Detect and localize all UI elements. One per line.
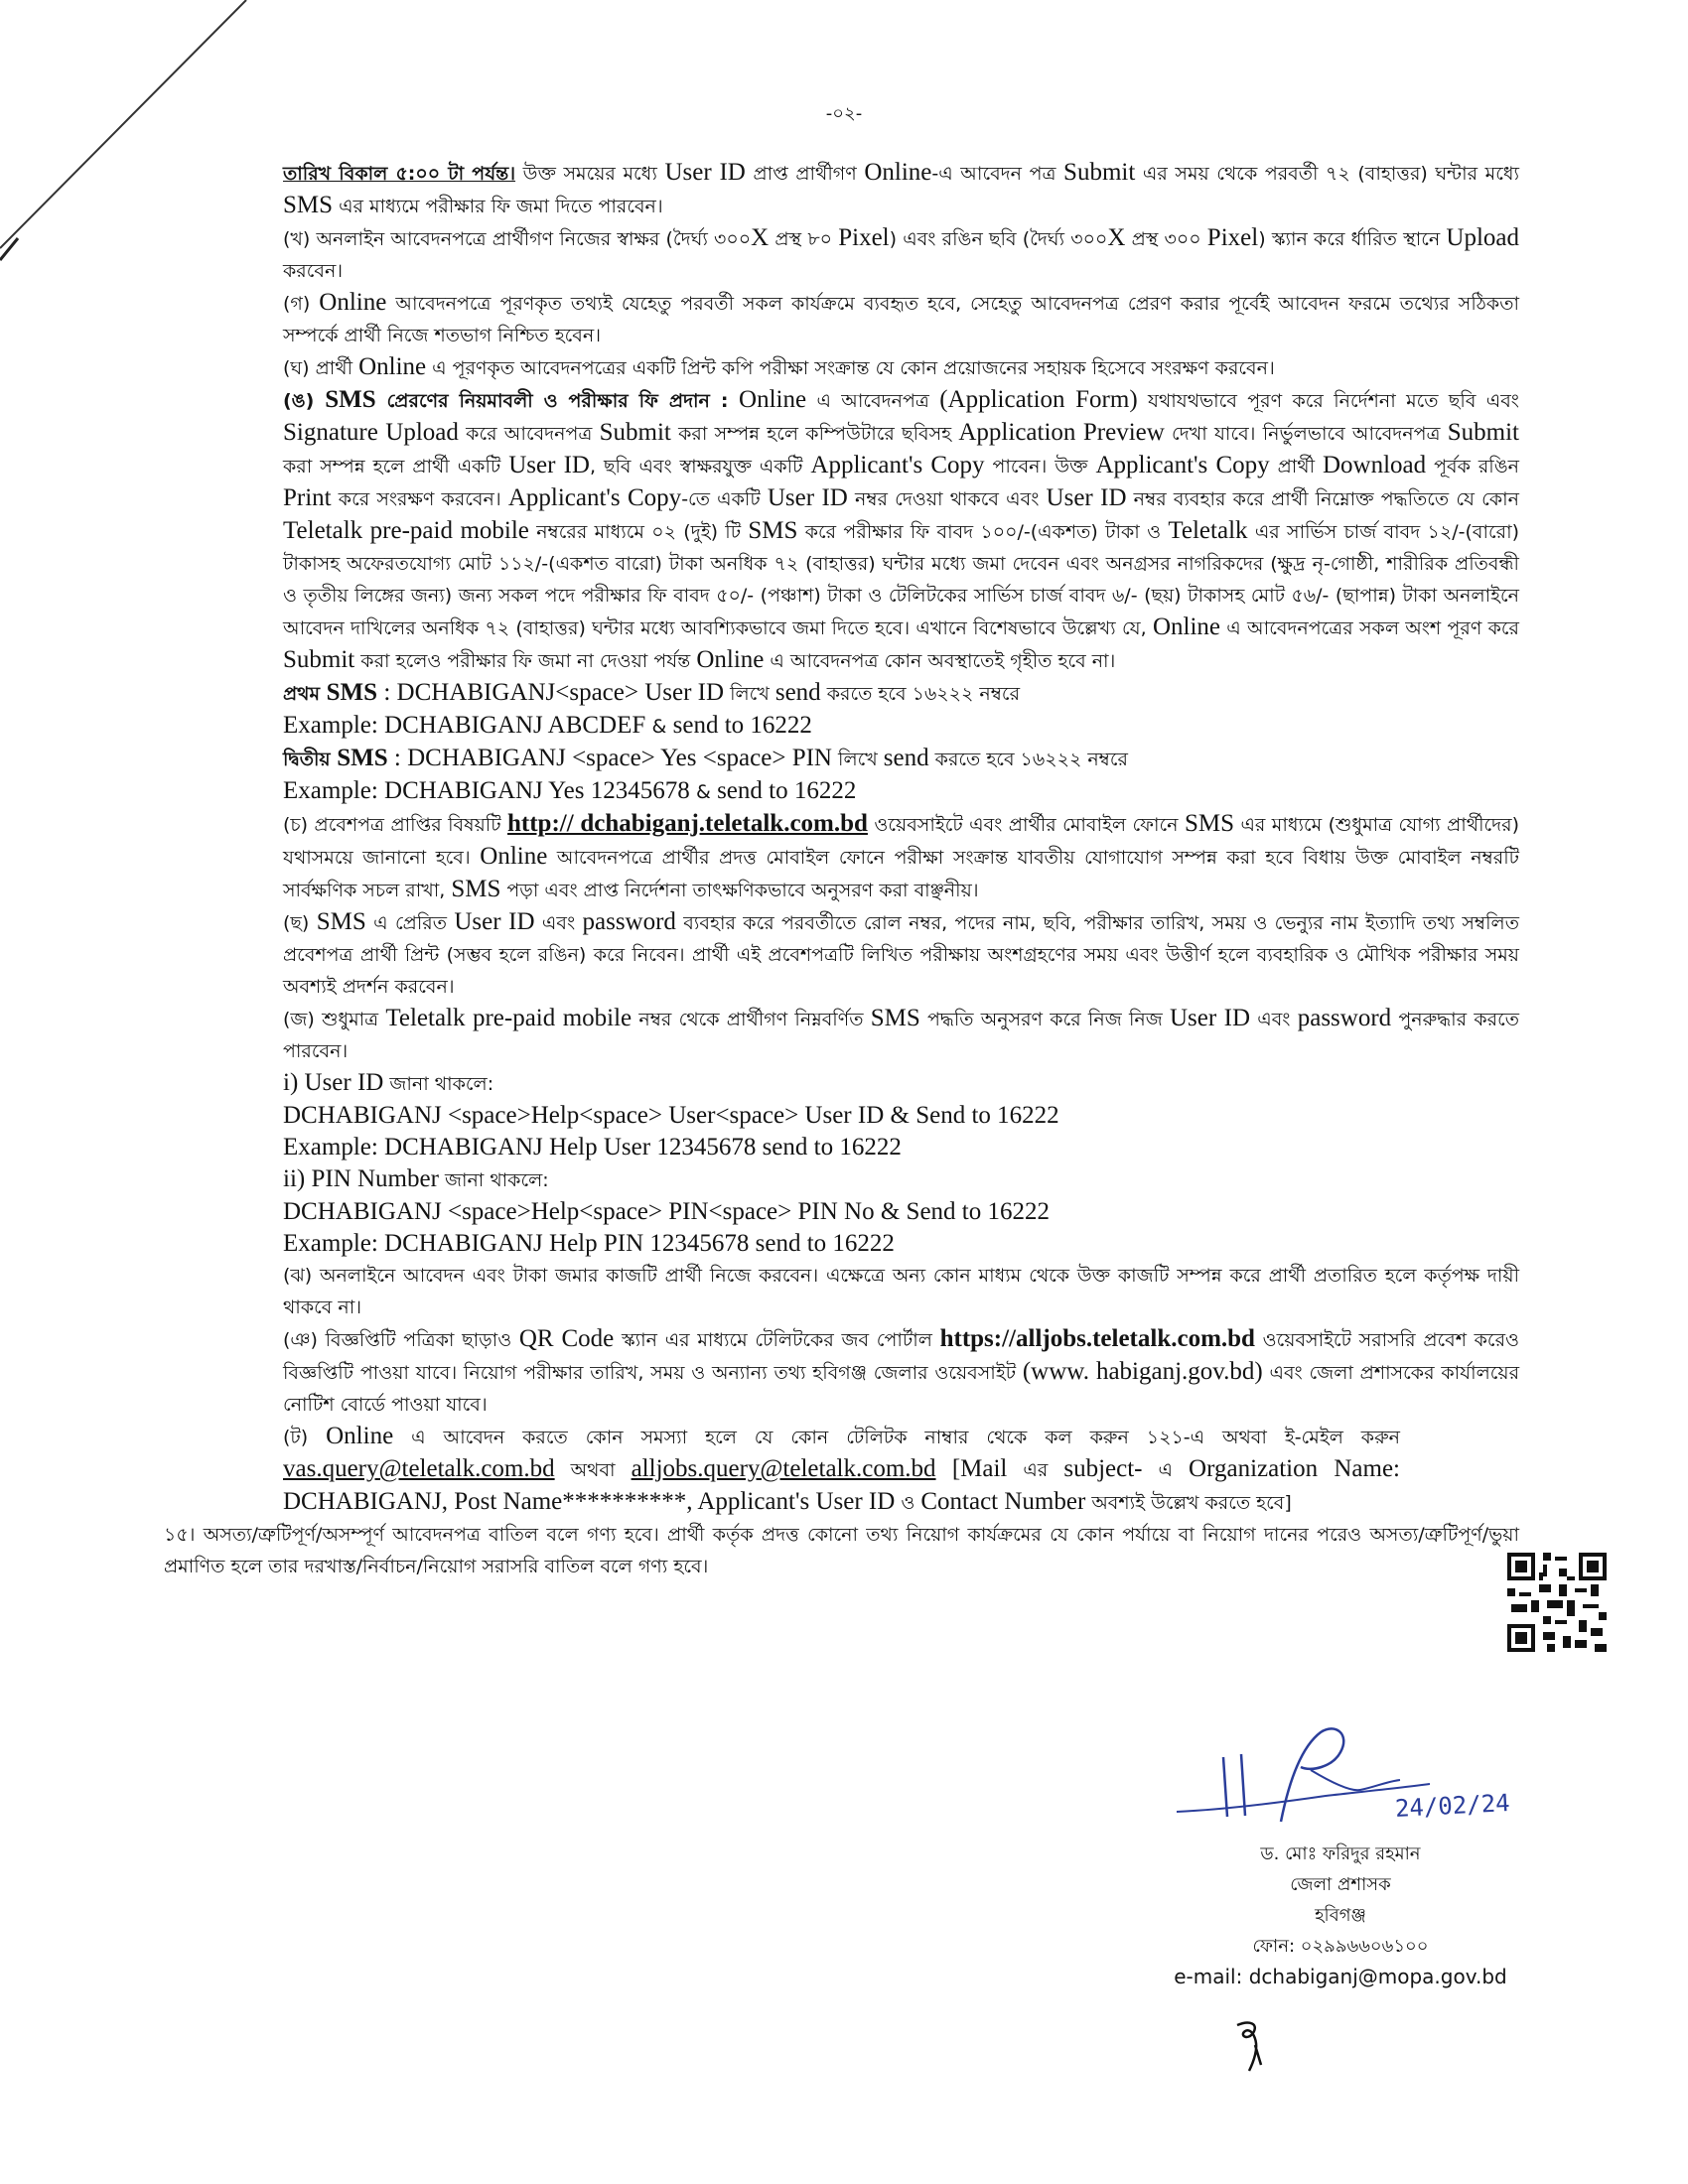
signatory-district: হবিগঞ্জ (1315, 1905, 1366, 1926)
sms-second-example: Example: DCHABIGANJ Yes 12345678 & send to 16222 (283, 777, 857, 804)
alljobs-link[interactable]: https://alljobs.teletalk.com.bd (939, 1325, 1255, 1352)
paragraph-ja-recovery: (জ) শুধুমাত্র Teletalk pre-paid mobile নম্বর থেকে প্রার্থীগণ নিম্নবর্ণিত SMS পদ্ধতি অনুসরণ করে নিজ নিজ User ID এবং password পুনরুদ্ধার করতে পারবেন। (283, 1005, 1519, 1062)
signatory-name: ড. মোঃ ফরিদুর রহমান (1260, 1843, 1421, 1864)
page-number: -০২- (825, 103, 863, 124)
paragraph-jha: (ঝ) অনলাইনে আবেদন এবং টাকা জমার কাজটি প্রার্থী নিজে করবেন। এক্ষেত্রে অন্য কোন মাধ্যম থেকে উক্ত কাজটি সম্পন্ন করে প্রার্থী প্রতারিত হলে কর্তৃপক্ষ দায়ী থাকবে না। (283, 1265, 1519, 1318)
paragraph-umo-sms-rules: (ঙ) SMS প্রেরণের নিয়মাবলী ও পরীক্ষার ফি প্রদান : Online এ আবেদনপত্র (Application Form) যথাযথভাবে পূরণ করে নির্দেশনা মতে ছবি এবং Signature Upload করে আবেদনপত্র Submit করা সম্পন্ন হলে কম্পিউটারে ছবিসহ Application Preview দেখা যাবে। নির্ভুলভাবে আবেদনপত্র Submit করা সম্পন্ন হলে প্রার্থী একটি User ID, ছবি এবং স্বাক্ষরযুক্ত একটি Applicant's Copy পাবেন। উক্ত Applicant's Copy প্রার্থী Download পূর্বক রঙিন Print করে সংরক্ষণ করবেন। Applicant's Copy-তে একটি User ID নম্বর দেওয়া থাকবে এবং User ID নম্বর ব্যবহার করে প্রার্থী নিম্নোক্ত পদ্ধতিতে যে কোন Teletalk pre-paid mobile নম্বরের মাধ্যমে ০২ (দুই) টি SMS করে পরীক্ষার ফি বাবদ ১০০/-(একশত) টাকা ও Teletalk এর সার্ভিস চার্জ বাবদ ১২/-(বারো) টাকাসহ অফেরতযোগ্য মোট ১১২/-(একশত বারো) টাকা অনধিক ৭২ (বাহাত্তর) ঘন্টার মধ্যে জমা দেবেন এবং অনগ্রসর নাগরিকদের (ক্ষুদ্র নৃ-গোষ্ঠী, শারীরিক প্রতিবন্ধী ও তৃতীয় লিঙ্গের জন্য) জন্য সকল পদে পরীক্ষার ফি বাবদ ৫০/- (পঞ্চাশ) টাকা ও টেলিটকের সার্ভিস চার্জ বাবদ ৬/- (ছয়) টাকাসহ মোট ৫৬/- (ছাপান্ন) টাকা অনলাইনে আবেদন দাখিলের অনধিক ৭২ (বাহাত্তর) ঘন্টার মধ্যে আবশ্যিকভাবে জমা দিতে হবে। এখানে বিশেষভাবে উল্লেখ্য যে, Online এ আবেদনপত্রের সকল অংশ পূরণ করে Submit করা হলেও পরীক্ষার ফি জমা না দেওয়া পর্যন্ত Online এ আবেদনপত্র কোন অবস্থাতেই গৃহীত হবে না। (283, 386, 1520, 673)
paragraph-ga: (গ) Online আবেদনপত্রে পূরণকৃত তথ্যই যেহেতু পরবর্তী সকল কার্যক্রমে ব্যবহৃত হবে, সেহেতু আবেদনপত্র প্রেরণ করার পূর্বেই আবেদন ফরমে তথ্যের সঠিকতা সম্পর্কে প্রার্থী নিজে শতভাগ নিশ্চিত হবেন। (283, 289, 1519, 346)
paragraph-gha: (ঘ) প্রার্থী Online এ পূরণকৃত আবেদনপত্রের একটি প্রিন্ট কপি পরীক্ষা সংক্রান্ত যে কোন প্রয়োজনের সহায়ক হিসেবে সংরক্ষণ করবেন। (283, 353, 1275, 380)
signature-date: 24/02/24 (1394, 1788, 1511, 1824)
signatory-phone: ফোন: ০২৯৯৬৬০৬১০০ (1252, 1936, 1429, 1957)
help-userid-title: i) User ID জানা থাকলে: (283, 1069, 494, 1096)
paragraph-15-invalid: ১৫। অসত্য/ত্রুটিপূর্ণ/অসম্পূর্ণ আবেদনপত্র বাতিল বলে গণ্য হবে। প্রার্থী কর্তৃক প্রদত্ত কোনো তথ্য নিয়োগ কার্যক্রমের যে কোন পর্যায়ে বা নিয়োগ দানের পরেও অসত্য/ত্রুটিপূর্ণ/ভুয়া প্রমাণিত হলে তার দরখাস্ত/নির্বাচন/নিয়োগ সরাসরি বাতিল বলে গণ্য হবে। (164, 1524, 1519, 1577)
signatory-email: e-mail: dchabiganj@mopa.gov.bd (1174, 1965, 1507, 1988)
help-userid-example: Example: DCHABIGANJ Help User 12345678 send to 16222 (283, 1134, 902, 1160)
paragraph-ta-support: (ট) Online এ আবেদন করতে কোন সমস্যা হলে যে কোন টেলিটক নাম্বার থেকে কল করুন ১২১-এ অথবা ই-মেইল করুন vas.query@teletalk.com.bd অথবা alljobs.query@teletalk.com.bd [Mail এর subject- এ Organization Name: DCHABIGANJ, Post Name**********, Applicant's User ID ও Contact Number অবশ্যই উল্লেখ করতে হবে] (283, 1423, 1401, 1515)
corner-fold-mark (0, 0, 258, 268)
signatory-title: জেলা প্রশাসক (1290, 1874, 1391, 1895)
paragraph-chha: (ছ) SMS এ প্রেরিত User ID এবং password ব্যবহার করে পরবর্তীতে রোল নম্বর, পদের নাম, ছবি, পরীক্ষার তারিখ, সময় ও ভেন্যুর নাম ইত্যাদি তথ্য সম্বলিত প্রবেশপত্র প্রার্থী প্রিন্ট (সম্ভব হলে রঙিন) করে নিবেন। প্রার্থী এই প্রবেশপত্রটি লিখিত পরীক্ষায় অংশগ্রহণের সময় এবং উত্তীর্ণ হলে ব্যবহারিক ও মৌখিক পরীক্ষার সময় অবশ্যই প্রদর্শন করবেন। (283, 908, 1519, 998)
help-pin-command: DCHABIGANJ <space>Help<space> PIN<space> PIN No & Send to 16222 (283, 1198, 1050, 1225)
help-userid-command: DCHABIGANJ <space>Help<space> User<space> User ID & Send to 16222 (283, 1102, 1059, 1129)
sms-first-instruction: প্রথম SMS : DCHABIGANJ<space> User ID লিখে send করতে হবে ১৬২২২ নম্বরে (283, 679, 1021, 706)
help-pin-title: ii) PIN Number জানা থাকলে: (283, 1165, 549, 1192)
deadline-text: তারিখ বিকাল ৫:০০ টা পর্যন্ত। (283, 163, 516, 185)
paragraph-cha-admit-card: (চ) প্রবেশপত্র প্রাপ্তির বিষয়টি http:// dchabiganj.teletalk.com.bd ওয়েবসাইটে এবং প্রার্থীর মোবাইল ফোনে SMS এর মাধ্যমে (শুধুমাত্র যোগ্য প্রার্থীদের) যথাসময়ে জানানো হবে। Online আবেদনপত্রে প্রার্থীর প্রদত্ত মোবাইল ফোনে পরীক্ষা সংক্রান্ত যাবতীয় যোগাযোগ সম্পন্ন করা হবে বিধায় উক্ত মোবাইল নম্বরটি সার্বক্ষণিক সচল রাখা, SMS পড়া এবং প্রাপ্ত নির্দেশনা তাৎক্ষণিকভাবে অনুসরণ করা বাঞ্ছনীয়। (283, 810, 1520, 902)
signatory-block (1152, 1839, 1529, 1992)
sms-second-instruction: দ্বিতীয় SMS : DCHABIGANJ <space> Yes <space> PIN লিখে send করতে হবে ১৬২২২ নম্বরে (283, 745, 1128, 771)
sms-first-example: Example: DCHABIGANJ ABCDEF & send to 16222 (283, 712, 812, 739)
habiganj-website-link[interactable]: (www. habiganj.gov.bd) (1022, 1358, 1263, 1385)
paragraph-nya-qr: (ঞ) বিজ্ঞপ্তিটি পত্রিকা ছাড়াও QR Code স্ক্যান এর মাধ্যমে টেলিটকের জব পোর্টাল https://alljobs.teletalk.com.bd ওয়েবসাইটে সরাসরি প্রবেশ করেও বিজ্ঞপ্তিটি পাওয়া যাবে। নিয়োগ পরীক্ষার তারিখ, সময় ও অন্যান্য তথ্য হবিগঞ্জ জেলার ওয়েবসাইট (www. habiganj.gov.bd) এবং জেলা প্রশাসকের কার্যালয়ের নোটিশ বোর্ডে পাওয়া যাবে। (283, 1325, 1520, 1416)
paragraph-fee-deadline: তারিখ বিকাল ৫:০০ টা পর্যন্ত। উক্ত সময়ের মধ্যে User ID প্রাপ্ত প্রার্থীগণ Online-এ আবেদন পত্র Submit এর সময় থেকে পরবর্তী ৭২ (বাহাত্তর) ঘন্টার মধ্যে SMS এর মাধ্যমে পরীক্ষার ফি জমা দিতে পারবেন। (283, 159, 1519, 218)
teletalk-website-link[interactable]: http:// dchabiganj.teletalk.com.bd (507, 810, 868, 837)
help-pin-example: Example: DCHABIGANJ Help PIN 12345678 send to 16222 (283, 1230, 895, 1257)
document-body (164, 157, 1520, 1582)
paragraph-kha: (খ) অনলাইন আবেদনপত্রে প্রার্থীগণ নিজের স্বাক্ষর (দৈর্ঘ্য ৩০০X প্রস্থ ৮০ Pixel) এবং রঙিন ছবি (দৈর্ঘ্য ৩০০X প্রস্থ ৩০০ Pixel) স্ক্যান করে র্ধারিত স্থানে Upload করবেন। (283, 224, 1520, 282)
alljobs-query-email-link[interactable]: alljobs.query@teletalk.com.bd (631, 1455, 936, 1482)
initials-mark (1229, 2015, 1269, 2075)
qr-code-icon[interactable] (1507, 1552, 1607, 1653)
vas-query-email-link[interactable]: vas.query@teletalk.com.bd (283, 1455, 555, 1482)
